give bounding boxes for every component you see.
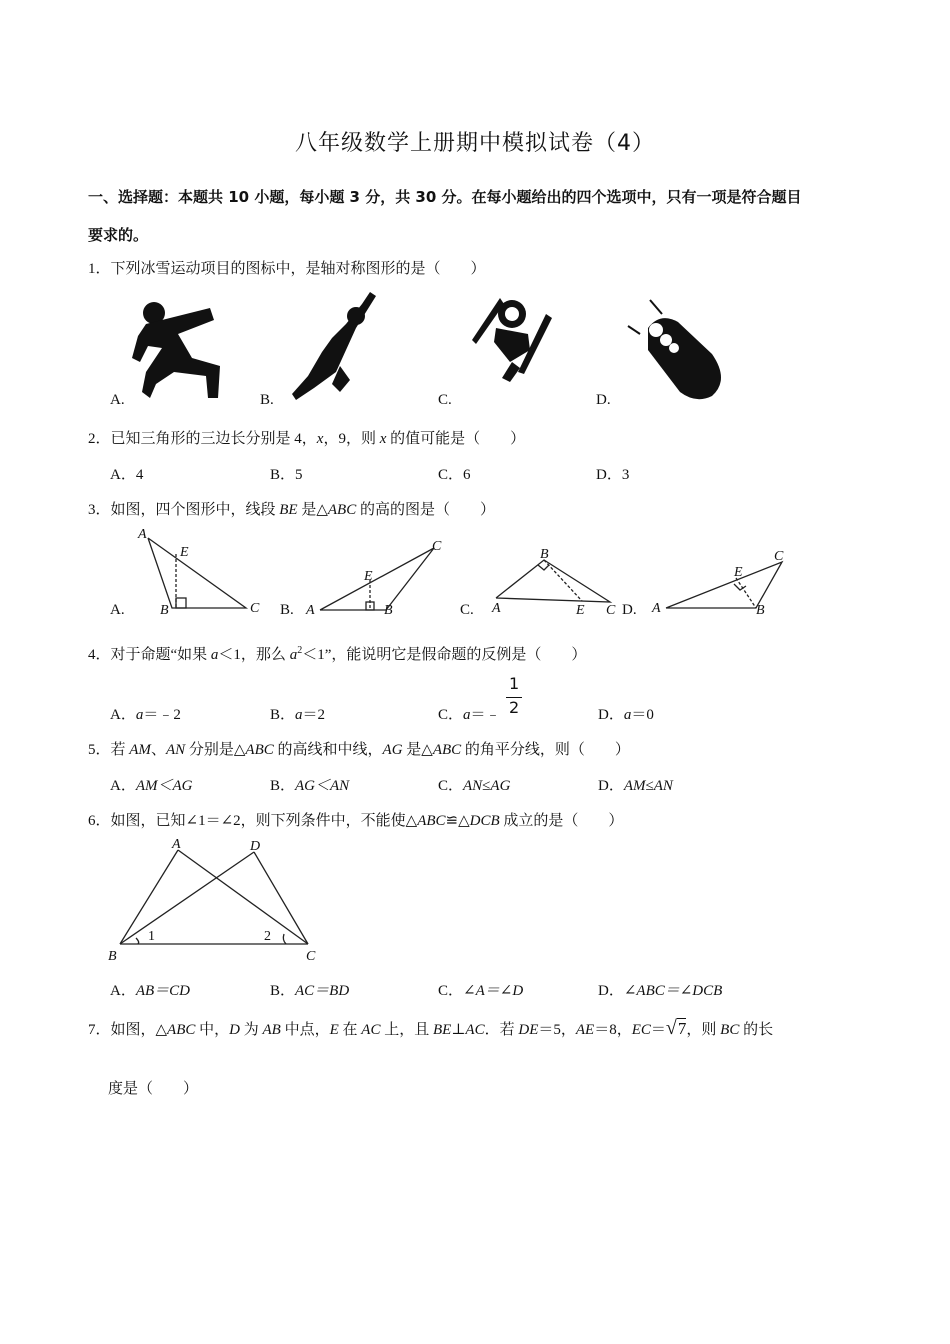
ski-jumper-icon xyxy=(292,292,376,400)
q3-option-a[interactable]: A. xyxy=(110,602,125,618)
q7-ac2: AC xyxy=(465,1022,485,1038)
q5-text-b: 、 xyxy=(150,742,166,758)
q2-option-c[interactable]: C．6 xyxy=(438,467,471,483)
q6-label-1: 1 xyxy=(148,929,155,944)
q7-ae: AE xyxy=(575,1022,595,1038)
q1-option-d[interactable]: D. xyxy=(596,392,611,408)
q3-option-c[interactable]: C. xyxy=(460,602,474,618)
q6c-expr: ∠A＝∠D xyxy=(463,983,524,999)
q7-p7: ⊥ xyxy=(451,1022,466,1038)
q3-text-a: 3．如图，四个图形中，线段 xyxy=(88,502,280,518)
q7-de: DE xyxy=(518,1022,539,1038)
q7-p4: 中点， xyxy=(280,1022,330,1038)
q6-angle1-arc xyxy=(136,938,139,944)
q1-option-c[interactable]: C. xyxy=(438,392,452,408)
q6-text-b: ≌△ xyxy=(445,813,470,829)
question-2-stem xyxy=(88,427,525,448)
q5d-expr: AM≤AN xyxy=(623,778,673,794)
section-heading-line2: 要求的。 xyxy=(88,226,149,244)
q6-label-b: B xyxy=(108,949,117,964)
q4b-var: a xyxy=(295,707,303,723)
q6b-expr: AC＝BD xyxy=(295,983,350,999)
q5-ag: AG xyxy=(382,742,403,758)
q6-option-c[interactable] xyxy=(438,979,523,1000)
q6-text-c: 成立的是（ ） xyxy=(499,813,624,829)
q3-option-b[interactable]: B. xyxy=(280,602,294,618)
q3c-label-c: C xyxy=(606,603,616,618)
q3-tri-abc: ABC xyxy=(327,502,357,518)
q5c-expr: AN≤AG xyxy=(463,778,511,794)
q7-p8: ．若 xyxy=(484,1022,519,1038)
q3c-right-angle xyxy=(538,565,549,570)
q3d-segment-be xyxy=(736,578,756,608)
q5-option-b[interactable] xyxy=(270,774,349,795)
q5-text-d: 的高线和中线， xyxy=(273,742,383,758)
q6d-prefix: D． xyxy=(598,983,624,999)
q5-am: AM xyxy=(129,742,151,758)
q3-seg-be: BE xyxy=(279,502,298,518)
q3c-label-b: B xyxy=(540,547,549,562)
q4-var-a1: a xyxy=(210,647,219,663)
q6-dcb: DCB xyxy=(469,813,500,829)
sqrt-icon: √ xyxy=(665,1017,677,1039)
q6b-prefix: B． xyxy=(270,983,296,999)
q2-option-a[interactable]: A．4 xyxy=(110,467,144,483)
question-6-stem xyxy=(88,809,623,830)
q5-option-c[interactable] xyxy=(438,774,510,795)
q5b-prefix: B． xyxy=(270,778,296,794)
q2-text-c: 的值可能是（ ） xyxy=(386,431,526,447)
q7-ac: AC xyxy=(361,1022,381,1038)
q6c-prefix: C． xyxy=(438,983,464,999)
q7-sqrt-value: 7 xyxy=(677,1019,687,1038)
q3c-triangle xyxy=(496,560,610,602)
q3d-label-c: C xyxy=(774,549,784,564)
q7-ec: EC xyxy=(631,1022,651,1038)
q3a-label-e: E xyxy=(180,545,189,560)
q4-var-a2: a xyxy=(289,647,298,663)
q3d-label-b: B xyxy=(756,603,765,618)
q4c-var: a xyxy=(463,707,471,723)
speed-skater-icon xyxy=(132,302,220,398)
q5c-prefix: C． xyxy=(438,778,464,794)
q6-option-d[interactable] xyxy=(598,979,722,1000)
question-3-figures xyxy=(100,522,800,622)
q6-option-a[interactable] xyxy=(110,979,190,1000)
q4-option-d[interactable] xyxy=(598,703,654,724)
q7-p13: 的长 xyxy=(739,1022,774,1038)
q5-abc2: ABC xyxy=(432,742,462,758)
q6-abc: ABC xyxy=(417,813,446,829)
q7-e: E xyxy=(329,1022,339,1038)
question-1-figures xyxy=(100,288,760,408)
q5b-expr: AG＜AN xyxy=(295,778,350,794)
q4-text-a: 4．对于命题“如果 xyxy=(88,647,211,663)
q7-ab: AB xyxy=(262,1022,281,1038)
q5a-expr: AM＜AG xyxy=(135,778,193,794)
q3-option-d[interactable]: D. xyxy=(622,602,637,618)
question-1-stem: 1．下列冰雪运动项目的图标中，是轴对称图形的是（ ） xyxy=(88,261,486,277)
q6-text-a: 6．如图，已知∠1＝∠2，则下列条件中，不能使△ xyxy=(88,813,418,829)
q6d-expr: ∠ABC＝∠DCB xyxy=(623,983,723,999)
q5-option-a[interactable] xyxy=(110,774,193,795)
q3d-label-a: A xyxy=(652,601,661,616)
q5-option-d[interactable] xyxy=(598,774,673,795)
q7-abc: ABC xyxy=(167,1022,196,1038)
q4a-var: a xyxy=(135,707,144,723)
q7-p9: ＝5， xyxy=(538,1022,576,1038)
q5-text-f: 的角平分线，则（ ） xyxy=(461,742,630,758)
q7-p10: ＝8， xyxy=(594,1022,632,1038)
q5-text-c: 分别是△ xyxy=(185,742,246,758)
q6a-expr: AB＝CD xyxy=(135,983,191,999)
q5-text-e: 是△ xyxy=(402,742,433,758)
q3b-triangle xyxy=(320,548,434,610)
q2-text-b: ，9，则 xyxy=(323,431,380,447)
q7-p1: 7．如图，△ xyxy=(88,1022,168,1038)
q2-option-d[interactable]: D．3 xyxy=(596,467,630,483)
q3a-label-a: A xyxy=(138,527,147,542)
question-3-stem xyxy=(88,498,495,519)
q3c-label-e: E xyxy=(576,603,585,618)
q4c-fraction-denominator: 2 xyxy=(509,698,520,717)
q4-option-a[interactable] xyxy=(110,703,181,724)
q3-text-b: 是△ xyxy=(297,502,328,518)
section-heading-line1: 一、选择题：本题共 10 小题，每小题 3 分，共 30 分。在每小题给出的四个选项中，只有一项是符合题目 xyxy=(88,188,802,206)
q6-label-2: 2 xyxy=(264,929,271,944)
q3a-triangle xyxy=(148,538,246,608)
q3a-right-angle xyxy=(176,598,186,608)
q3b-label-c: C xyxy=(432,539,442,554)
q4c-prefix: C． xyxy=(438,707,464,723)
q6a-prefix: A． xyxy=(110,983,136,999)
q5d-prefix: D． xyxy=(598,778,624,794)
q6-segment-bd xyxy=(120,852,254,944)
q3a-label-c: C xyxy=(250,601,260,616)
q2-var-x2: x xyxy=(379,431,387,447)
q5a-prefix: A． xyxy=(110,778,136,794)
q4-text-c: ＜1”，能说明它是假命题的反例是（ ） xyxy=(302,647,587,663)
q4a-prefix: A． xyxy=(110,707,136,723)
q4a-value: ＝﹣2 xyxy=(143,707,181,723)
q3d-label-e: E xyxy=(734,565,743,580)
question-4-stem xyxy=(88,643,586,664)
q4d-value: ＝0 xyxy=(631,707,654,723)
q7-p2: 中， xyxy=(195,1022,230,1038)
q3b-label-a: A xyxy=(306,603,315,618)
question-5-stem xyxy=(88,738,630,759)
question-6-figure xyxy=(100,834,330,966)
q7-d: D xyxy=(229,1022,240,1038)
q3b-label-b: B xyxy=(384,603,393,618)
q6-segment-dc xyxy=(254,852,308,944)
q4d-var: a xyxy=(623,707,632,723)
q7-p12: ，则 xyxy=(686,1022,721,1038)
q4c-fraction-numerator: 1 xyxy=(509,674,520,693)
q4-option-b[interactable] xyxy=(270,703,325,724)
q6-label-a: A xyxy=(172,837,181,852)
freestyle-skier-icon xyxy=(472,298,552,382)
q5-abc: ABC xyxy=(245,742,274,758)
question-7-stem-line2: 度是（ ） xyxy=(108,1081,199,1097)
q4-superscript: 2 xyxy=(297,645,303,656)
q4-text-b: ＜1，那么 xyxy=(218,647,290,663)
q3d-triangle xyxy=(666,562,782,608)
bobsled-icon xyxy=(628,300,721,399)
q1-option-b[interactable]: B. xyxy=(260,392,274,408)
q7-be: BE xyxy=(432,1022,452,1038)
q4-option-c[interactable] xyxy=(438,703,501,724)
q6-angle2-arc xyxy=(283,934,286,944)
q7-p3: 为 xyxy=(240,1022,263,1038)
q3b-label-e: E xyxy=(364,569,373,584)
q3-text-c: 的高的图是（ ） xyxy=(356,502,495,518)
q3a-label-b: B xyxy=(160,603,169,618)
q4b-value: ＝2 xyxy=(302,707,326,723)
page-title: 八年级数学上册期中模拟试卷（4） xyxy=(295,131,655,156)
q4c-value: ＝﹣ xyxy=(470,707,501,723)
q2-option-b[interactable]: B．5 xyxy=(270,467,303,483)
q4d-prefix: D． xyxy=(598,707,624,723)
q6-segment-ac xyxy=(178,850,308,944)
q2-text-a: 2．已知三角形的三边长分别是 4， xyxy=(88,431,317,447)
q7-p6: 上，且 xyxy=(380,1022,433,1038)
q5-an: AN xyxy=(165,742,186,758)
q6-option-b[interactable] xyxy=(270,979,349,1000)
question-7-stem-line1 xyxy=(88,1017,773,1040)
q7-p5: 在 xyxy=(338,1022,362,1038)
q6-label-c: C xyxy=(306,949,316,964)
q3c-label-a: A xyxy=(492,601,501,616)
q7-bc: BC xyxy=(720,1022,740,1038)
q2-var-x: x xyxy=(316,431,324,447)
q1-option-a[interactable]: A. xyxy=(110,392,125,408)
q4b-prefix: B． xyxy=(270,707,296,723)
q7-p11: ＝ xyxy=(650,1022,666,1038)
q5-text-a: 5．若 xyxy=(88,742,130,758)
q6-label-d: D xyxy=(250,839,261,854)
